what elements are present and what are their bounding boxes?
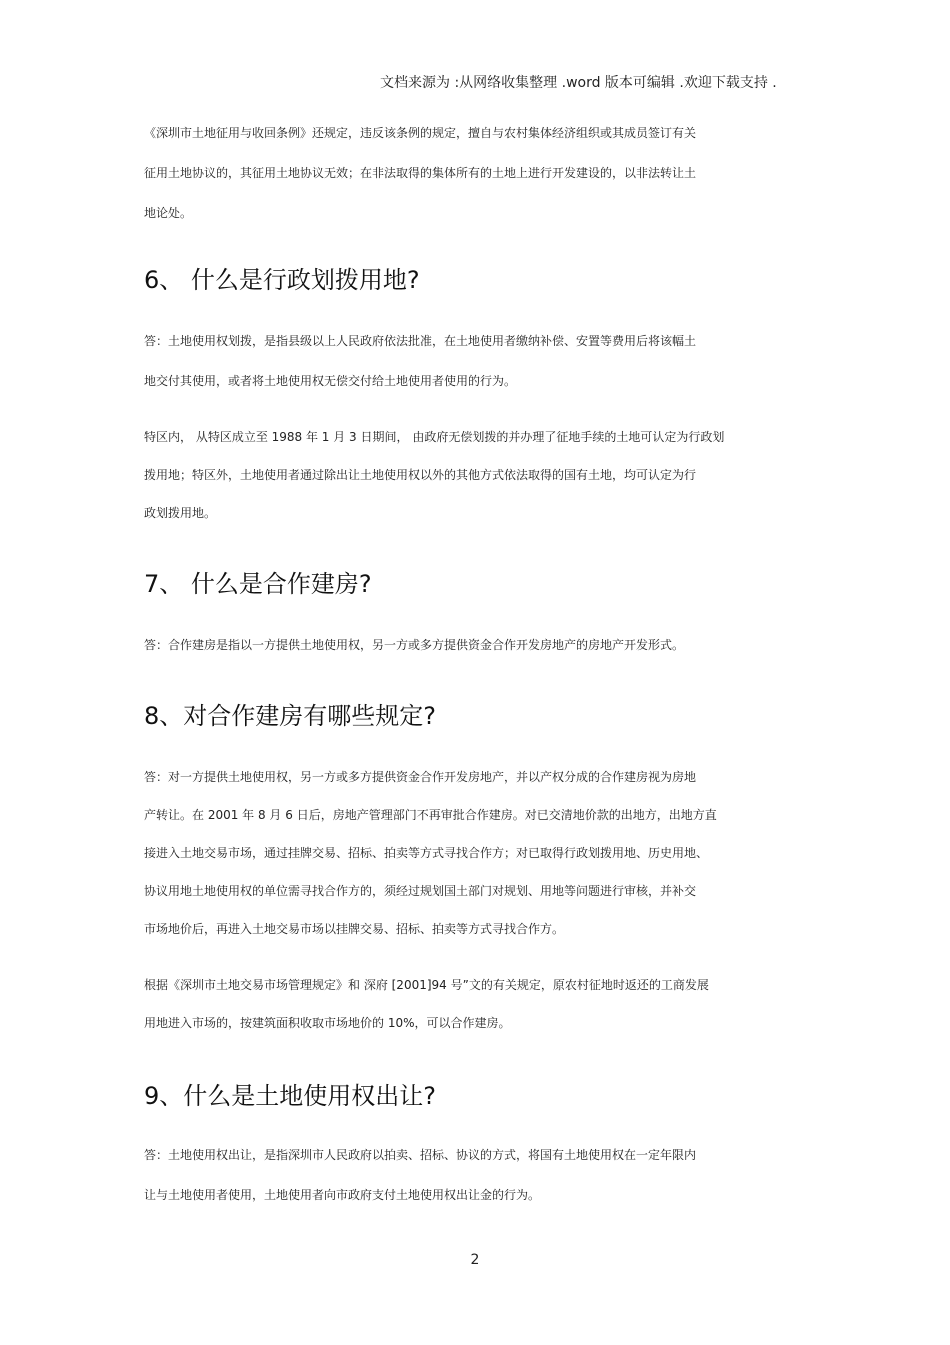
page-header: 文档来源为 :从网络收集整理 .word 版本可编辑 .欢迎下载支持 .: [380, 75, 777, 91]
text-line: 根据《深圳市土地交易市场管理规定》和 深府 [2001]94 号”文的有关规定，原农村征地时返还的工商发展: [144, 978, 709, 992]
section-heading-8: [144, 700, 804, 732]
heading-text: 9、什么是土地使用权出让?: [144, 1082, 437, 1110]
text-line: 接进入土地交易市场，通过挂牌交易、招标、拍卖等方式寻找合作方；对已取得行政划拨用地、历史用地、: [144, 846, 709, 860]
text-line: 用地进入市场的，按建筑面积收取市场地价的 10%，可以合作建房。: [144, 1016, 511, 1030]
text-line: 政划拨用地。: [144, 506, 217, 520]
heading-text: 8、对合作建房有哪些规定?: [144, 702, 437, 730]
heading-text: 6、 什么是行政划拨用地?: [144, 266, 420, 294]
text-line: 答：土地使用权出让，是指深圳市人民政府以拍卖、招标、协议的方式，将国有土地使用权在一定年限内: [144, 1148, 697, 1162]
text-line: 《深圳市土地征用与收回条例》还规定，违反该条例的规定，擅自与农村集体经济组织或其成员签订有关: [144, 126, 697, 140]
paragraph-special-zone: [144, 420, 804, 530]
section-heading-6: [144, 264, 804, 296]
text-line: 产转让。在 2001 年 8 月 6 日后，房地产管理部门不再审批合作建房。对已交清地价款的出地方，出地方直: [144, 808, 717, 822]
paragraph-answer-9: [144, 1138, 804, 1212]
paragraph-answer-8: [144, 760, 804, 946]
paragraph-answer-6: [144, 324, 804, 398]
text-line: 拨用地；特区外，土地使用者通过除出让土地使用权以外的其他方式依法取得的国有土地，均可认定为行: [144, 468, 697, 482]
paragraph-land-acquisition: [144, 116, 804, 230]
text-line: 征用土地协议的，其征用土地协议无效；在非法取得的集体所有的土地上进行开发建设的，以非法转让土: [144, 166, 697, 180]
paragraph-answer-7: [144, 628, 804, 662]
page-number: 2: [470, 1252, 480, 1268]
text-line: 特区内， 从特区成立至 1988 年 1 月 3 日期间， 由政府无偿划拨的并办理了征地手续的土地可认定为行政划: [144, 430, 725, 444]
text-line: 地论处。: [144, 206, 193, 220]
text-line: 答：对一方提供土地使用权，另一方或多方提供资金合作开发房地产，并以产权分成的合作建房视为房地: [144, 770, 697, 784]
text-line: 让与土地使用者使用，土地使用者向市政府支付土地使用权出让金的行为。: [144, 1188, 541, 1202]
text-line: 市场地价后，再进入土地交易市场以挂牌交易、招标、拍卖等方式寻找合作方。: [144, 922, 565, 936]
paragraph-regulations: [144, 968, 804, 1040]
section-heading-7: [144, 568, 804, 600]
section-heading-9: [144, 1080, 804, 1112]
text-line: 地交付其使用，或者将土地使用权无偿交付给土地使用者使用的行为。: [144, 374, 517, 388]
text-line: 答：合作建房是指以一方提供土地使用权，另一方或多方提供资金合作开发房地产的房地产开发形式。: [144, 638, 685, 652]
heading-text: 7、 什么是合作建房?: [144, 570, 372, 598]
text-line: 答：土地使用权划拨，是指县级以上人民政府依法批准，在土地使用者缴纳补偿、安置等费用后将该幅土: [144, 334, 697, 348]
text-line: 协议用地土地使用权的单位需寻找合作方的，须经过规划国土部门对规划、用地等问题进行审核，并补交: [144, 884, 697, 898]
